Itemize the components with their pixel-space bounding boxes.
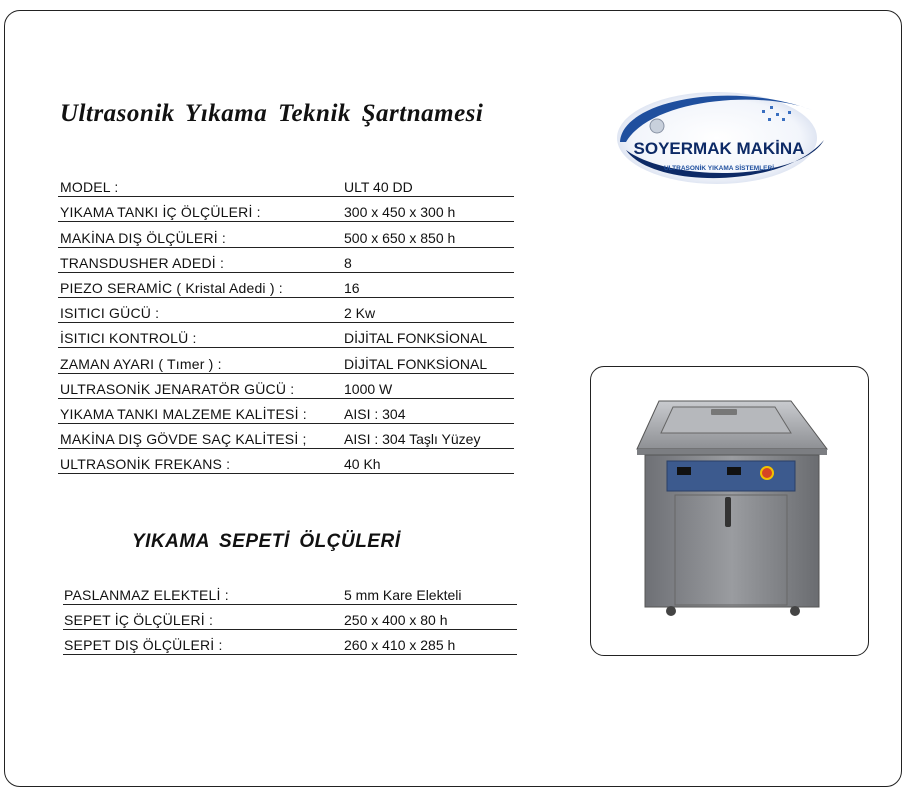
spec-row <box>58 374 514 399</box>
spec-row <box>58 172 514 197</box>
basket-table <box>63 580 517 655</box>
spec-value: AISI : 304 <box>344 405 406 422</box>
basket-value: 250 x 400 x 80 h <box>344 612 448 628</box>
page-title: Ultrasonik Yıkama Teknik Şartnamesi <box>60 100 484 127</box>
spec-table <box>58 172 514 474</box>
spec-value: 16 <box>344 279 360 296</box>
spec-label: ZAMAN AYARI ( Tımer ) : <box>60 355 222 372</box>
spec-row <box>58 298 514 323</box>
basket-value: 5 mm Kare Elekteli <box>344 587 462 603</box>
spec-label: PIEZO SERAMİC ( Kristal Adedi ) : <box>60 279 283 296</box>
spec-row <box>58 222 514 247</box>
spec-row <box>58 399 514 424</box>
spec-label: MAKİNA DIŞ ÖLÇÜLERİ : <box>60 229 227 246</box>
logo-company-name: SOYERMAK MAKİNA <box>633 139 805 158</box>
spec-label: ULTRASONİK JENARATÖR GÜCÜ : <box>60 380 295 397</box>
basket-row <box>63 605 517 630</box>
basket-row <box>63 580 517 605</box>
logo-tagline: ULTRASONİK YIKAMA SİSTEMLERİ <box>663 165 775 172</box>
spec-value: ULT 40 DD <box>344 179 413 196</box>
spec-label: İSITICI KONTROLÜ : <box>60 330 197 347</box>
spec-row <box>58 424 514 449</box>
basket-value: 260 x 410 x 285 h <box>344 637 456 653</box>
company-logo <box>612 80 830 190</box>
spec-label: ISITICI GÜCÜ : <box>60 305 160 322</box>
spec-label: ULTRASONİK FREKANS : <box>60 456 231 473</box>
spec-row <box>58 449 514 474</box>
spec-label: YIKAMA TANKI İÇ ÖLÇÜLERİ : <box>60 204 261 221</box>
basket-label: SEPET DIŞ ÖLÇÜLERİ : <box>64 637 223 653</box>
product-photo <box>590 366 869 656</box>
spec-value: 300 x 450 x 300 h <box>344 204 456 221</box>
spec-value: 500 x 650 x 850 h <box>344 229 456 246</box>
spec-row <box>58 323 514 348</box>
spec-row <box>58 348 514 373</box>
spec-row <box>58 197 514 222</box>
basket-section-title: YIKAMA SEPETİ ÖLÇÜLERİ <box>132 531 401 552</box>
spec-value: 8 <box>344 254 352 271</box>
basket-label: SEPET İÇ ÖLÇÜLERİ : <box>64 612 214 628</box>
spec-value: DİJİTAL FONKSİONAL <box>344 355 488 372</box>
basket-label: PASLANMAZ ELEKTELİ : <box>64 587 229 603</box>
spec-value: 40 Kh <box>344 456 381 473</box>
spec-value: 1000 W <box>344 380 393 397</box>
spec-label: MAKİNA DIŞ GÖVDE SAÇ KALİTESİ ; <box>60 431 307 448</box>
spec-label: TRANSDUSHER ADEDİ : <box>60 254 225 271</box>
spec-row <box>58 273 514 298</box>
spec-label: MODEL : <box>60 179 119 196</box>
basket-row <box>63 630 517 655</box>
spec-value: AISI : 304 Taşlı Yüzey <box>344 431 481 448</box>
spec-label: YIKAMA TANKI MALZEME KALİTESİ : <box>60 405 307 422</box>
spec-value: DİJİTAL FONKSİONAL <box>344 330 488 347</box>
spec-value: 2 Kw <box>344 305 376 322</box>
spec-row <box>58 248 514 273</box>
